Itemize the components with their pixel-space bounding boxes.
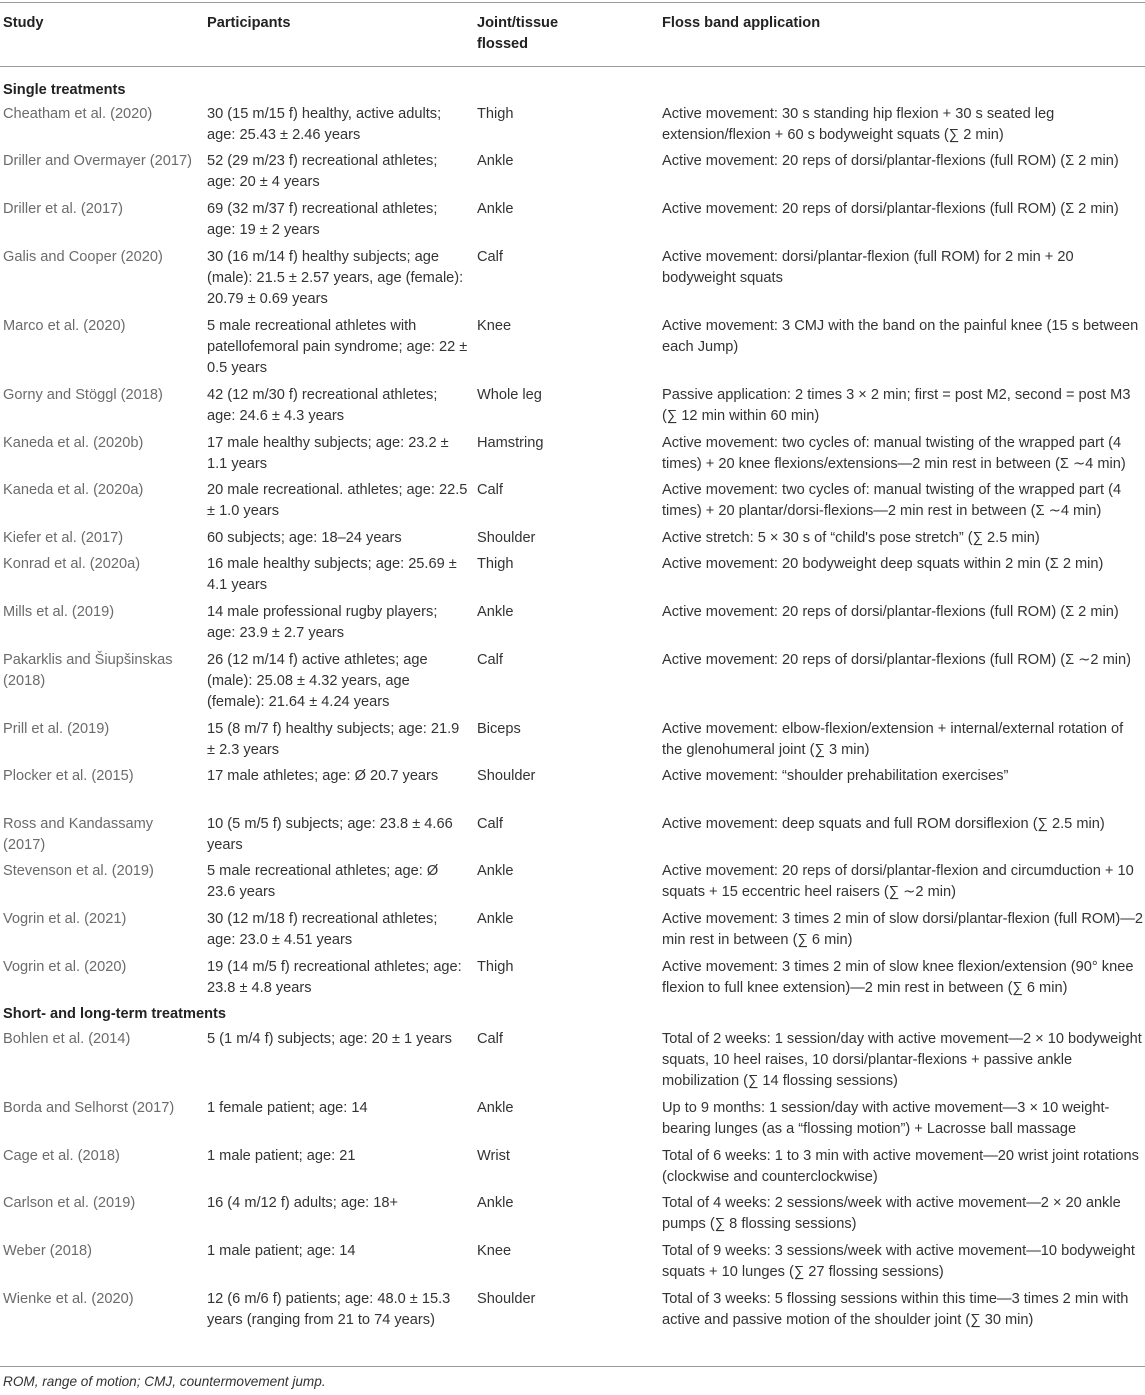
table-footnote: ROM, range of motion; CMJ, countermovement jump.	[3, 1374, 326, 1389]
table-row	[0, 814, 1145, 861]
cell-application: Active movement: two cycles of: manual twisting of the wrapped part (4 times) + 20 plantar/dorsi-flexions—2 min rest in between (Σ ∼4 min)	[662, 482, 1122, 519]
cell-joint: Ankle	[477, 911, 514, 927]
cell-application: Active movement: dorsi/plantar-flexion (full ROM) for 2 min + 20 bodyweight squats	[662, 249, 1074, 286]
cell-participants: 15 (8 m/7 f) healthy subjects; age: 21.9 ± 2.3 years	[207, 721, 460, 758]
cell-joint: Wrist	[477, 1148, 510, 1164]
cell-participants: 16 (4 m/12 f) adults; age: 18+	[207, 1195, 399, 1211]
cell-joint: Biceps	[477, 721, 521, 737]
cell-application: Active movement: 3 times 2 min of slow knee flexion/extension (90° knee flexion to full knee extension)—2 min rest in between (∑ 6 min)	[662, 959, 1134, 996]
cell-application: Active movement: 20 bodyweight deep squats within 2 min (Σ 2 min)	[662, 556, 1104, 572]
header-joint: Joint/tissue flossed	[477, 15, 559, 52]
cell-study: Driller et al. (2017)	[3, 201, 124, 217]
cell-study: Bohlen et al. (2014)	[3, 1031, 131, 1047]
table-row	[0, 1289, 1145, 1358]
table-row	[0, 719, 1145, 766]
cell-study: Vogrin et al. (2021)	[3, 911, 127, 927]
cell-joint: Shoulder	[477, 1291, 536, 1307]
cell-study: Plocker et al. (2015)	[3, 768, 134, 784]
cell-participants: 1 male patient; age: 14	[207, 1243, 356, 1259]
table-row	[0, 104, 1145, 151]
cell-participants: 60 subjects; age: 18–24 years	[207, 530, 402, 546]
table-row	[0, 957, 1145, 1004]
table-row	[0, 650, 1145, 719]
cell-participants: 10 (5 m/5 f) subjects; age: 23.8 ± 4.66 years	[207, 816, 453, 853]
cell-participants: 30 (15 m/15 f) healthy, active adults; age: 25.43 ± 2.46 years	[207, 106, 442, 143]
table-row	[0, 433, 1145, 480]
table-body	[0, 80, 1145, 1358]
cell-study: Driller and Overmayer (2017)	[3, 153, 192, 169]
cell-joint: Knee	[477, 1243, 512, 1259]
cell-study: Pakarklis and Šiupšinskas (2018)	[3, 652, 173, 689]
cell-participants: 26 (12 m/14 f) active athletes; age (male): 25.08 ± 4.32 years, age (female): 21.64 ± 4.24 years	[207, 652, 428, 710]
cell-study: Kaneda et al. (2020a)	[3, 482, 144, 498]
cell-participants: 16 male healthy subjects; age: 25.69 ± 4.1 years	[207, 556, 457, 593]
cell-application: Active movement: 20 reps of dorsi/plantar-flexions (full ROM) (Σ 2 min)	[662, 201, 1119, 217]
table-row	[0, 480, 1145, 528]
table-row	[0, 1193, 1145, 1241]
cell-study: Vogrin et al. (2020)	[3, 959, 127, 975]
cell-joint: Ankle	[477, 153, 514, 169]
section-heading	[0, 1004, 1145, 1029]
table-row	[0, 554, 1145, 602]
cell-application: Active movement: 20 reps of dorsi/plantar-flexions (full ROM) (Σ 2 min)	[662, 153, 1119, 169]
cell-participants: 14 male professional rugby players; age: 23.9 ± 2.7 years	[207, 604, 438, 641]
cell-participants: 5 male recreational athletes with patellofemoral pain syndrome; age: 22 ± 0.5 years	[207, 318, 468, 376]
header-application: Floss band application	[662, 15, 821, 31]
cell-participants: 1 female patient; age: 14	[207, 1100, 368, 1116]
cell-study: Marco et al. (2020)	[3, 318, 126, 334]
cell-participants: 5 (1 m/4 f) subjects; age: 20 ± 1 years	[207, 1031, 452, 1047]
cell-application: Active movement: “shoulder prehabilitation exercises”	[662, 768, 1009, 784]
cell-joint: Ankle	[477, 863, 514, 879]
cell-application: Active movement: 20 reps of dorsi/plantar-flexion and circumduction + 10 squats + 15 eccentric heel raisers (∑ ∼2 min)	[662, 863, 1134, 900]
cell-study: Ross and Kandassamy (2017)	[3, 816, 154, 853]
cell-joint: Ankle	[477, 604, 514, 620]
cell-joint: Whole leg	[477, 387, 542, 403]
table-row	[0, 385, 1145, 433]
table-row	[0, 1098, 1145, 1146]
cell-study: Mills et al. (2019)	[3, 604, 115, 620]
cell-joint: Calf	[477, 1031, 503, 1047]
cell-joint: Ankle	[477, 201, 514, 217]
cell-participants: 42 (12 m/30 f) recreational athletes; age: 24.6 ± 4.3 years	[207, 387, 438, 424]
table-row	[0, 316, 1145, 385]
cell-application: Active movement: elbow-flexion/extension + internal/external rotation of the glenohumeral joint (∑ 3 min)	[662, 721, 1124, 758]
header-study: Study	[3, 15, 44, 31]
table-row	[0, 909, 1145, 957]
cell-study: Stevenson et al. (2019)	[3, 863, 154, 879]
cell-application: Active movement: 20 reps of dorsi/plantar-flexions (full ROM) (Σ 2 min)	[662, 604, 1119, 620]
cell-study: Weber (2018)	[3, 1243, 92, 1259]
cell-application: Total of 6 weeks: 1 to 3 min with active movement—20 wrist joint rotations (clockwise and counterclockwise)	[662, 1148, 1139, 1185]
cell-participants: 12 (6 m/6 f) patients; age: 48.0 ± 15.3 years (ranging from 21 to 74 years)	[207, 1291, 451, 1328]
cell-joint: Ankle	[477, 1100, 514, 1116]
cell-joint: Hamstring	[477, 435, 544, 451]
top-rule	[0, 2, 1145, 3]
cell-joint: Calf	[477, 482, 503, 498]
cell-application: Active movement: 30 s standing hip flexion + 30 s seated leg extension/flexion + 60 s bodyweight squats (∑ 2 min)	[662, 106, 1055, 143]
cell-study: Wienke et al. (2020)	[3, 1291, 134, 1307]
cell-study: Konrad et al. (2020a)	[3, 556, 141, 572]
cell-joint: Thigh	[477, 959, 514, 975]
cell-participants: 19 (14 m/5 f) recreational athletes; age: 23.8 ± 4.8 years	[207, 959, 462, 996]
cell-study: Cage et al. (2018)	[3, 1148, 120, 1164]
cell-application: Up to 9 months: 1 session/day with active movement—3 × 10 weight-bearing lunges (as a “flossing motion”) + Lacrosse ball massage	[662, 1100, 1110, 1137]
cell-application: Total of 3 weeks: 5 flossing sessions within this time—3 times 2 min with active and passive motion of the shoulder joint (∑ 30 min)	[662, 1291, 1129, 1328]
cell-application: Passive application: 2 times 3 × 2 min; first = post M2, second = post M3 (∑ 12 min within 60 min)	[662, 387, 1131, 424]
cell-application: Total of 4 weeks: 2 sessions/week with active movement—2 × 20 ankle pumps (∑ 8 flossing sessions)	[662, 1195, 1121, 1232]
cell-application: Total of 9 weeks: 3 sessions/week with active movement—10 bodyweight squats + 10 lunges (∑ 27 flossing sessions)	[662, 1243, 1135, 1280]
table-row	[0, 1029, 1145, 1098]
cell-joint: Shoulder	[477, 530, 536, 546]
cell-application: Total of 2 weeks: 1 session/day with active movement—2 × 10 bodyweight squats, 10 heel raises, 10 dorsi/plantar-flexions + passive ankle mobilization (∑ 14 flossing sessions)	[662, 1031, 1142, 1089]
cell-participants: 69 (32 m/37 f) recreational athletes; age: 19 ± 2 years	[207, 201, 438, 238]
table-header	[0, 13, 1145, 61]
cell-study: Gorny and Stöggl (2018)	[3, 387, 163, 403]
cell-participants: 17 male athletes; age: Ø 20.7 years	[207, 768, 439, 784]
cell-application: Active movement: two cycles of: manual twisting of the wrapped part (4 times) + 20 knee flexions/extensions—2 min rest in between (Σ ∼4 min)	[662, 435, 1126, 472]
cell-joint: Thigh	[477, 106, 514, 122]
cell-joint: Calf	[477, 249, 503, 265]
cell-participants: 1 male patient; age: 21	[207, 1148, 356, 1164]
table-row	[0, 151, 1145, 199]
section-title: Short- and long-term treatments	[3, 1006, 226, 1022]
cell-participants: 20 male recreational. athletes; age: 22.5 ± 1.0 years	[207, 482, 468, 519]
cell-study: Cheatham et al. (2020)	[3, 106, 153, 122]
table-row	[0, 861, 1145, 909]
cell-application: Active movement: 20 reps of dorsi/plantar-flexions (full ROM) (Σ ∼2 min)	[662, 652, 1131, 668]
cell-participants: 52 (29 m/23 f) recreational athletes; age: 20 ± 4 years	[207, 153, 438, 190]
cell-study: Galis and Cooper (2020)	[3, 249, 163, 265]
section-heading	[0, 80, 1145, 104]
cell-application: Active movement: 3 CMJ with the band on the painful knee (15 s between each Jump)	[662, 318, 1139, 355]
table-row	[0, 528, 1145, 554]
table-row	[0, 1146, 1145, 1193]
table-row	[0, 766, 1145, 814]
cell-application: Active stretch: 5 × 30 s of “child's pose stretch” (∑ 2.5 min)	[662, 530, 1040, 546]
cell-study: Prill et al. (2019)	[3, 721, 110, 737]
cell-joint: Shoulder	[477, 768, 536, 784]
cell-study: Carlson et al. (2019)	[3, 1195, 136, 1211]
cell-participants: 30 (16 m/14 f) healthy subjects; age (male): 21.5 ± 2.57 years, age (female): 20.79 ± 0.69 years	[207, 249, 464, 307]
cell-joint: Ankle	[477, 1195, 514, 1211]
cell-study: Borda and Selhorst (2017)	[3, 1100, 175, 1116]
header-rule	[0, 66, 1145, 67]
cell-participants: 17 male healthy subjects; age: 23.2 ± 1.1 years	[207, 435, 449, 472]
table-row	[0, 247, 1145, 316]
cell-application: Active movement: deep squats and full ROM dorsiflexion (∑ 2.5 min)	[662, 816, 1105, 832]
table-row	[0, 602, 1145, 650]
cell-participants: 30 (12 m/18 f) recreational athletes; age: 23.0 ± 4.51 years	[207, 911, 438, 948]
section-title: Single treatments	[3, 82, 126, 98]
table-row	[0, 1241, 1145, 1289]
header-participants: Participants	[207, 15, 291, 31]
cell-joint: Calf	[477, 816, 503, 832]
cell-joint: Thigh	[477, 556, 514, 572]
bottom-rule	[0, 1366, 1145, 1367]
cell-study: Kaneda et al. (2020b)	[3, 435, 144, 451]
cell-joint: Knee	[477, 318, 512, 334]
table-row	[0, 199, 1145, 247]
cell-application: Active movement: 3 times 2 min of slow dorsi/plantar-flexion (full ROM)—2 min rest in between (∑ 6 min)	[662, 911, 1143, 948]
cell-participants: 5 male recreational athletes; age: Ø 23.6 years	[207, 863, 439, 900]
cell-joint: Calf	[477, 652, 503, 668]
cell-study: Kiefer et al. (2017)	[3, 530, 124, 546]
